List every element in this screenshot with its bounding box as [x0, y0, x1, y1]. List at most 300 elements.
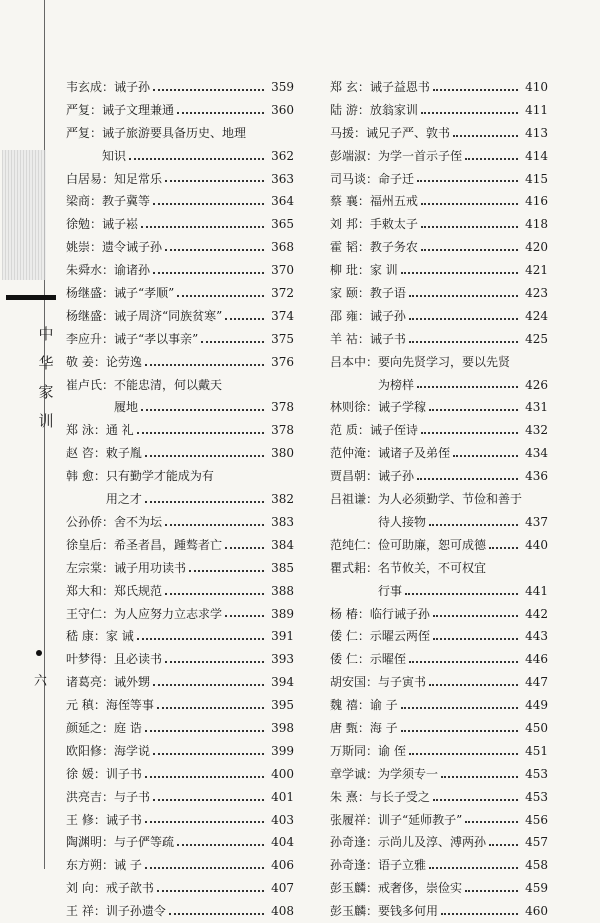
entry-title: 诫子孙 [114, 80, 151, 94]
toc-entry[interactable] [66, 76, 294, 99]
toc-entry[interactable] [66, 99, 294, 122]
entry-author: 嵇 康： [66, 629, 106, 644]
dot-leader [429, 854, 518, 877]
toc-entry[interactable] [66, 534, 294, 557]
entry-author: 崔卢氏： [66, 377, 115, 392]
entry-page-number: 451 [525, 743, 548, 758]
dot-leader [145, 809, 264, 832]
toc-entry[interactable] [66, 625, 294, 648]
toc-entry[interactable] [66, 809, 294, 832]
entry-page-number: 456 [525, 812, 548, 827]
entry-title: 海 子 [369, 720, 398, 735]
toc-entry[interactable] [330, 99, 548, 122]
entry-title: 诫子崧 [102, 217, 139, 232]
dot-leader [441, 763, 518, 786]
entry-page-number: 418 [525, 217, 548, 232]
entry-page-number: 449 [525, 698, 548, 713]
dot-leader [417, 465, 518, 488]
dot-leader [409, 328, 518, 351]
toc-entry[interactable] [66, 763, 294, 786]
toc-entry[interactable] [66, 374, 294, 420]
entry-page-number: 460 [525, 904, 548, 919]
toc-entry[interactable] [66, 877, 294, 900]
dot-leader [465, 809, 518, 832]
entry-author: 彭玉麟： [330, 881, 379, 896]
book-title-char: 中 [38, 325, 54, 343]
entry-author: 白居易： [66, 171, 115, 186]
toc-entry[interactable] [330, 145, 548, 168]
dot-leader [421, 419, 518, 442]
entry-author: 彭玉麟： [330, 904, 379, 919]
entry-page-number: 457 [525, 835, 548, 850]
entry-author: 徐皇后： [66, 537, 115, 552]
toc-entry[interactable] [330, 671, 548, 694]
dot-leader [421, 99, 518, 122]
entry-page-number: 363 [271, 171, 294, 186]
entry-author: 马援： [330, 125, 367, 140]
dot-leader [465, 877, 518, 900]
toc-entry[interactable] [66, 511, 294, 534]
entry-page-number: 376 [271, 354, 294, 369]
entry-author: 东方朔： [66, 858, 115, 873]
entry-page-number: 383 [271, 514, 294, 529]
entry-title: 谕 侄 [378, 743, 406, 758]
entry-title: 诫子学稼 [378, 400, 427, 415]
entry-page-number: 416 [525, 194, 548, 209]
entry-page-number: 442 [525, 606, 548, 621]
entry-title: 论劳逸 [105, 354, 142, 369]
dot-leader [177, 99, 264, 122]
entry-page-number: 360 [271, 102, 294, 117]
dot-leader [153, 786, 264, 809]
entry-author: 柳 玭： [330, 263, 370, 278]
entry-author: 倭 仁： [330, 652, 370, 667]
entry-author: 王守仁： [66, 606, 115, 621]
dot-leader [453, 442, 518, 465]
toc-entry[interactable] [330, 122, 548, 145]
entry-title: 与子俨等疏 [114, 835, 175, 850]
entry-author: 范仲淹： [330, 446, 379, 461]
entry-author: 刘 向： [66, 881, 106, 896]
dot-leader [165, 511, 264, 534]
entry-title: 放翁家训 [369, 102, 418, 117]
entry-page-number: 421 [525, 263, 548, 278]
entry-author: 杨继盛： [66, 308, 115, 323]
entry-author: 蔡 襄： [330, 194, 370, 209]
dot-leader [153, 740, 264, 763]
toc-entry[interactable] [330, 305, 548, 328]
dot-leader [409, 282, 518, 305]
entry-title: 为榜样 [378, 377, 415, 392]
entry-page-number: 437 [525, 514, 548, 529]
entry-author: 司马谈： [330, 171, 379, 186]
entry-page-number: 398 [271, 720, 294, 735]
dot-leader [417, 168, 518, 191]
toc-entry[interactable] [330, 648, 548, 671]
entry-author: 郑 玄： [330, 80, 370, 94]
toc-entry[interactable] [66, 305, 294, 328]
dot-leader [409, 305, 518, 328]
dot-leader [153, 190, 264, 213]
book-title-char: 训 [38, 412, 54, 430]
dot-leader [157, 694, 264, 717]
toc-entry[interactable] [330, 259, 548, 282]
entry-author: 姚崇： [66, 240, 103, 255]
toc-entry[interactable] [66, 282, 294, 305]
entry-title: 希圣者昌，踵骜者亡 [114, 537, 223, 552]
entry-page-number: 380 [271, 446, 294, 461]
entry-page-number: 364 [271, 194, 294, 209]
toc-entry[interactable] [330, 534, 548, 557]
entry-author: 元 稹： [66, 698, 106, 713]
entry-page-number: 415 [525, 171, 548, 186]
entry-page-number: 436 [525, 469, 548, 484]
entry-author: 朱 熹： [330, 789, 370, 804]
entry-title: 为人必须勤学、节俭和善于 [378, 492, 523, 507]
entry-page-number: 394 [271, 675, 294, 690]
entry-author: 章学诚： [330, 766, 379, 781]
entry-author: 魏 禧： [330, 698, 370, 713]
toc-entry[interactable] [330, 328, 548, 351]
book-title-char: 华 [38, 354, 54, 372]
entry-author: 孙奇逢： [330, 835, 379, 850]
toc-entry[interactable] [330, 213, 548, 236]
dot-leader [145, 763, 264, 786]
toc-entry[interactable] [330, 763, 548, 786]
entry-title: 为人应努力立志求学 [114, 606, 223, 621]
entry-page-number: 372 [271, 286, 294, 301]
toc-column-right [330, 76, 548, 923]
toc-entry[interactable] [330, 625, 548, 648]
toc-entry[interactable] [330, 168, 548, 191]
toc-entry[interactable] [66, 786, 294, 809]
entry-page-number: 453 [525, 789, 548, 804]
toc-entry[interactable] [66, 900, 294, 923]
entry-page-number: 432 [525, 423, 548, 438]
entry-page-number: 368 [271, 240, 294, 255]
entry-page-number: 414 [525, 148, 548, 163]
entry-author: 诸葛亮： [66, 675, 115, 690]
entry-author: 朱舜水： [66, 263, 115, 278]
dot-leader [421, 213, 518, 236]
entry-title: 只有勤学才能成为有 [105, 469, 214, 484]
toc-entry[interactable] [330, 282, 548, 305]
toc-entry[interactable] [66, 351, 294, 374]
entry-author: 张履祥： [330, 812, 379, 827]
entry-page-number: 384 [271, 537, 294, 552]
dot-leader [453, 122, 518, 145]
toc-entry[interactable] [330, 854, 548, 877]
entry-author: 欧阳修： [66, 743, 115, 758]
entry-author: 吕本中： [330, 354, 379, 369]
entry-author: 羊 祜： [330, 331, 370, 346]
entry-title: 诫 子 [114, 858, 142, 873]
entry-title: 诫子文理兼通 [102, 102, 175, 117]
running-book-title [34, 320, 58, 436]
entry-page-number: 406 [271, 858, 294, 873]
entry-author: 邵 雍： [330, 308, 370, 323]
toc-entry[interactable] [330, 900, 548, 923]
toc-entry[interactable] [66, 854, 294, 877]
entry-page-number: 374 [271, 308, 294, 323]
entry-title: 训子孙遗令 [105, 904, 166, 919]
toc-entry[interactable] [330, 603, 548, 626]
entry-page-number: 441 [525, 583, 548, 598]
toc-entry[interactable] [330, 351, 548, 397]
dot-leader [145, 854, 264, 877]
entry-page-number: 404 [271, 835, 294, 850]
entry-page-number: 382 [271, 492, 294, 507]
entry-title: 诫子益恩书 [369, 80, 430, 94]
entry-title: 待人接物 [378, 514, 427, 529]
toc-entry[interactable] [330, 442, 548, 465]
dot-leader [405, 580, 518, 603]
toc-entry[interactable] [330, 786, 548, 809]
entry-page-number: 443 [525, 629, 548, 644]
entry-author: 孙奇逢： [330, 858, 379, 873]
entry-author: 吕祖谦： [330, 492, 379, 507]
toc-entry[interactable] [66, 831, 294, 854]
toc-entry[interactable] [330, 419, 548, 442]
entry-author: 唐 甄： [330, 720, 370, 735]
dot-leader [401, 259, 518, 282]
toc-entry[interactable] [330, 557, 548, 603]
dot-leader [409, 740, 518, 763]
entry-title: 为学须专一 [378, 766, 439, 781]
toc-entry[interactable] [66, 671, 294, 694]
entry-page-number: 408 [271, 904, 294, 919]
toc-entry[interactable] [330, 76, 548, 99]
entry-page-number: 393 [271, 652, 294, 667]
dot-leader [153, 259, 264, 282]
entry-page-number: 453 [525, 766, 548, 781]
entry-title: 行事 [378, 583, 403, 598]
dot-leader [165, 168, 264, 191]
entry-title: 为学一首示子侄 [378, 148, 463, 163]
entry-title: 诫子“孝以事亲” [114, 331, 199, 346]
entry-page-number: 385 [271, 560, 294, 575]
entry-page-number: 391 [271, 629, 294, 644]
entry-author: 贾昌朝： [330, 469, 379, 484]
toc-entry[interactable] [66, 717, 294, 740]
dot-leader [433, 625, 518, 648]
entry-title: 教子冀等 [102, 194, 151, 209]
dot-leader [421, 236, 518, 259]
entry-page-number: 401 [271, 789, 294, 804]
entry-author: 叶梦得： [66, 652, 115, 667]
dot-leader [157, 877, 264, 900]
entry-page-number: 411 [525, 102, 548, 117]
toc-entry[interactable] [66, 465, 294, 511]
entry-author: 郑 泳： [66, 423, 106, 438]
entry-page-number: 359 [271, 80, 294, 94]
entry-page-number: 389 [271, 606, 294, 621]
entry-page-number: 447 [525, 675, 548, 690]
entry-author: 王 祥： [66, 904, 106, 919]
dot-leader [153, 76, 264, 99]
entry-page-number: 362 [271, 148, 294, 163]
toc-entry[interactable] [330, 488, 548, 534]
entry-author: 杨 椿： [330, 606, 370, 621]
dot-leader [165, 236, 264, 259]
entry-title: 福州五戒 [369, 194, 418, 209]
entry-page-number: 458 [525, 858, 548, 873]
entry-title: 诫子用功读书 [114, 560, 187, 575]
entry-title: 教子语 [369, 286, 406, 301]
entry-page-number: 459 [525, 881, 548, 896]
toc-entry[interactable] [330, 877, 548, 900]
toc-entry[interactable] [66, 740, 294, 763]
dot-leader [145, 442, 264, 465]
entry-title: 诫子书 [369, 331, 406, 346]
toc-entry[interactable] [66, 648, 294, 671]
entry-author: 韩 愈： [66, 469, 106, 484]
dot-leader [141, 213, 264, 236]
entry-page-number: 434 [525, 446, 548, 461]
entry-title: 训子“延师教子” [378, 812, 463, 827]
entry-title: 舍不为坛 [114, 514, 163, 529]
entry-title: 诫子孙 [378, 469, 415, 484]
entry-title: 诫子周济“同族贫寒” [114, 308, 223, 323]
dot-leader [489, 831, 518, 854]
entry-author: 倭 仁： [330, 629, 370, 644]
dot-leader [189, 557, 264, 580]
dot-leader [421, 190, 518, 213]
entry-author: 郑大和： [66, 583, 115, 598]
dot-leader [489, 534, 518, 557]
toc-entry[interactable] [66, 442, 294, 465]
dot-leader [429, 511, 518, 534]
dot-leader [465, 145, 518, 168]
entry-author: 韦玄成： [66, 80, 115, 94]
entry-title: 命子迁 [378, 171, 415, 186]
entry-page-number: 403 [271, 812, 294, 827]
entry-page-number: 407 [271, 881, 294, 896]
toc-column-left [66, 76, 294, 923]
toc-entry[interactable] [66, 603, 294, 626]
entry-author: 家 颐： [330, 286, 370, 301]
entry-page-number: 423 [525, 286, 548, 301]
bullet-icon [36, 650, 42, 656]
entry-title: 谕诸孙 [114, 263, 151, 278]
toc-entry[interactable] [66, 259, 294, 282]
dot-leader [429, 671, 518, 694]
entry-title: 海侄等事 [105, 698, 154, 713]
entry-title: 诫兄子严、敦书 [366, 125, 451, 140]
entry-title: 与子书 [114, 789, 151, 804]
entry-title: 通 礼 [105, 423, 134, 438]
toc-entry[interactable] [330, 717, 548, 740]
entry-title: 与子寅书 [378, 675, 427, 690]
entry-page-number: 378 [271, 423, 294, 438]
entry-author: 胡安国： [330, 675, 379, 690]
toc-entry[interactable] [66, 122, 294, 168]
toc-entry[interactable] [66, 694, 294, 717]
entry-title: 诫子“孝顺” [114, 286, 175, 301]
entry-title: 遗令诫子孙 [102, 240, 163, 255]
toc-entry[interactable] [330, 740, 548, 763]
dot-leader [169, 900, 264, 923]
toc-entry[interactable] [330, 190, 548, 213]
toc-entry[interactable] [66, 236, 294, 259]
entry-title: 且必读书 [114, 652, 163, 667]
entry-author: 彭端淑： [330, 148, 379, 163]
entry-title: 训子书 [105, 766, 142, 781]
toc-entry[interactable] [330, 694, 548, 717]
entry-title: 教子务农 [369, 240, 418, 255]
toc-entry[interactable] [330, 831, 548, 854]
entry-title: 谕 子 [369, 698, 398, 713]
dot-leader [153, 671, 264, 694]
entry-title: 要向先贤学习，要以先贤 [378, 354, 511, 369]
entry-page-number: 446 [525, 652, 548, 667]
toc-entry[interactable] [330, 236, 548, 259]
entry-page-number: 399 [271, 743, 294, 758]
entry-title: 知足常乐 [114, 171, 163, 186]
entry-title: 临行诫子孙 [369, 606, 430, 621]
dot-leader [225, 534, 264, 557]
entry-title: 诫子书 [105, 812, 142, 827]
entry-page-number: 375 [271, 331, 294, 346]
dot-leader [417, 374, 518, 397]
entry-title: 履地 [114, 400, 139, 415]
dot-leader [145, 488, 264, 511]
dot-leader [201, 328, 264, 351]
entry-author: 范 质： [330, 423, 370, 438]
entry-author: 严复： [66, 102, 103, 117]
entry-title: 家 训 [369, 263, 398, 278]
entry-author: 霍 韬： [330, 240, 370, 255]
entry-author: 瞿式耜： [330, 560, 379, 575]
entry-title: 俭可助廉，恕可成德 [378, 537, 487, 552]
entry-author: 洪亮吉： [66, 789, 115, 804]
entry-title: 诫子侄诗 [369, 423, 418, 438]
toc-entry[interactable] [330, 809, 548, 832]
entry-author: 徐 媛： [66, 766, 106, 781]
toc-entry[interactable] [66, 190, 294, 213]
dot-leader [177, 831, 264, 854]
toc-entry[interactable] [330, 396, 548, 419]
toc-entry[interactable] [66, 328, 294, 351]
book-title-char: 家 [38, 383, 54, 401]
entry-page-number: 395 [271, 698, 294, 713]
entry-author: 敬 姜： [66, 354, 106, 369]
side-divider-bar [6, 295, 56, 300]
toc-entry[interactable] [66, 213, 294, 236]
entry-author: 李应升： [66, 331, 115, 346]
toc-entry[interactable] [66, 168, 294, 191]
entry-title: 知识 [102, 148, 127, 163]
entry-author: 王 修： [66, 812, 106, 827]
dot-leader [433, 603, 518, 626]
entry-author: 严复： [66, 125, 103, 140]
dot-leader [429, 396, 518, 419]
entry-author: 杨继盛： [66, 286, 115, 301]
entry-title: 戒子歆书 [105, 881, 154, 896]
entry-page-number: 400 [271, 766, 294, 781]
entry-page-number: 450 [525, 720, 548, 735]
toc-entry[interactable] [66, 557, 294, 580]
entry-author: 左宗棠： [66, 560, 115, 575]
entry-page-number: 426 [525, 377, 548, 392]
entry-title: 诫子旅游要具备历史、地理 [102, 125, 247, 140]
toc-entry[interactable] [330, 465, 548, 488]
entry-title: 示尚儿及淳、溥两孙 [378, 835, 487, 850]
toc-entry[interactable] [66, 580, 294, 603]
entry-page-number: 365 [271, 217, 294, 232]
dot-leader [141, 396, 264, 419]
toc-entry[interactable] [66, 419, 294, 442]
